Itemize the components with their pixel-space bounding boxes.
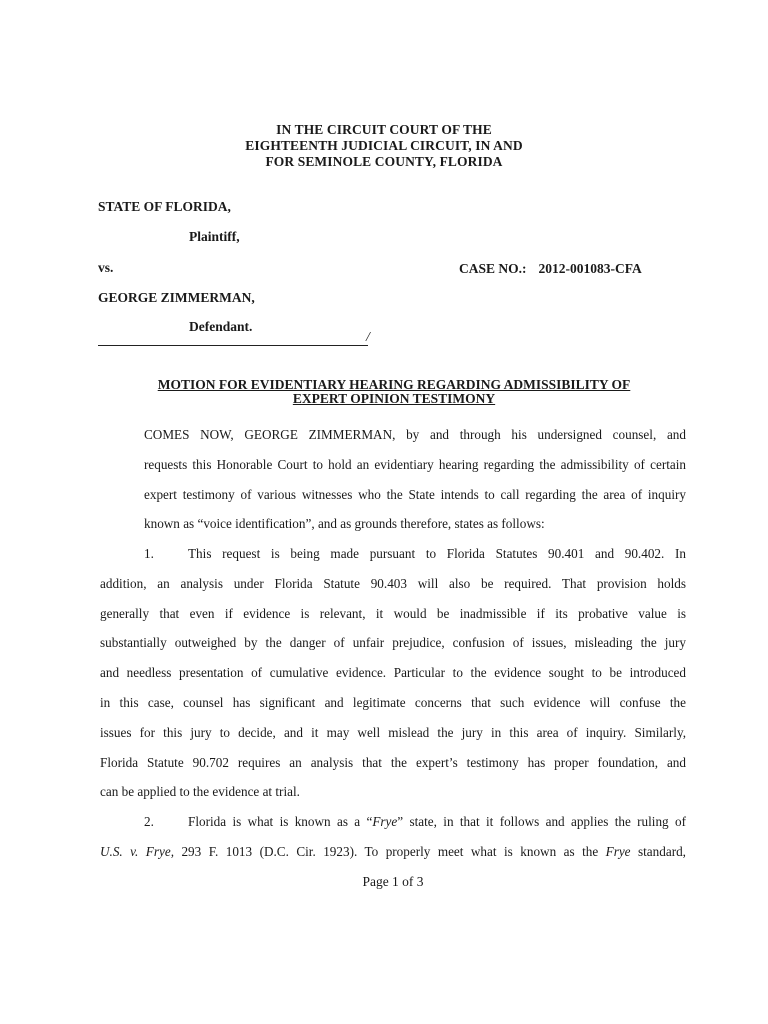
paragraph-1-line-8: Florida Statute 90.702 requires an analysis that the expert’s testimony has proper foundation, and — [100, 754, 686, 770]
motion-title — [0, 378, 768, 406]
court-heading-line-2: EIGHTEENTH JUDICIAL CIRCUIT, IN AND — [245, 138, 523, 153]
case-number-label: CASE NO.: — [459, 261, 527, 276]
paragraph-1 — [100, 539, 686, 807]
paragraph-1-line-4: substantially outweighed by the danger of unfair prejudice, confusion of issues, misleading the jury — [100, 635, 686, 651]
paragraph-2-text-b: ” state, in that it follows and applies the ruling of — [397, 814, 686, 829]
intro-paragraph-line-4: known as “voice identification”, and as grounds therefore, states as follows: — [144, 516, 545, 532]
paragraph-1-line-1 — [100, 539, 686, 569]
paragraph-1-line-7: issues for this jury to decide, and it may well mislead the jury in this area of inquiry. Similarly, — [100, 724, 686, 740]
court-heading-line-3: FOR SEMINOLE COUNTY, FLORIDA — [265, 154, 503, 169]
defendant-role: Defendant. — [189, 319, 253, 334]
paragraph-2-line-2 — [100, 837, 686, 867]
case-number-block — [459, 261, 642, 277]
intro-paragraph-line-2: requests this Honorable Court to hold an evidentiary hearing regarding the admissibility of certain — [144, 456, 686, 472]
frye-standard-italic: Frye — [605, 843, 631, 859]
paragraph-1-line-9: can be applied to the evidence at trial. — [100, 784, 300, 800]
motion-title-line-1: MOTION FOR EVIDENTIARY HEARING REGARDING ADMISSIBILITY OF — [157, 377, 631, 392]
paragraph-2-text-d: standard, — [630, 843, 686, 859]
plaintiff-role: Plaintiff, — [189, 229, 240, 244]
paragraph-1-line-text: This request is being made pursuant to Florida Statutes 90.401 and 90.402. In — [188, 546, 686, 561]
paragraph-2-line-1 — [100, 807, 686, 837]
motion-title-line-2: EXPERT OPINION TESTIMONY — [292, 391, 496, 406]
intro-paragraph-line-3: expert testimony of various witnesses who the State intends to call regarding the area of inquiry — [144, 486, 686, 502]
court-heading-line-1: IN THE CIRCUIT COURT OF THE — [276, 122, 492, 137]
page-number: Page 1 of 3 — [362, 874, 424, 889]
paragraph-2 — [100, 807, 686, 867]
paragraph-2-text-a: Florida is what is known as a “ — [188, 814, 373, 829]
paragraph-2-number: 2. — [144, 814, 154, 829]
case-number-value: 2012-001083-CFA — [538, 261, 642, 276]
paragraph-1-line-2: addition, an analysis under Florida Statute 90.403 will also be required. That provision holds — [100, 575, 686, 591]
caption-divider — [98, 345, 368, 346]
paragraph-1-line-5: and needless presentation of cumulative evidence. Particular to the evidence sought to be introduced — [100, 665, 686, 681]
paragraph-2-text-c: 293 F. 1013 (D.C. Cir. 1923). To properly meet what is known as the — [174, 843, 606, 859]
versus-label: vs. — [98, 260, 114, 275]
intro-paragraph-line-1: COMES NOW, GEORGE ZIMMERMAN, by and through his undersigned counsel, and — [144, 427, 686, 442]
frye-italic: Frye — [372, 814, 398, 829]
paragraph-1-number: 1. — [144, 546, 154, 561]
defendant-name: GEORGE ZIMMERMAN, — [98, 290, 255, 305]
intro-paragraph — [100, 420, 686, 539]
plaintiff-name: STATE OF FLORIDA, — [98, 199, 231, 214]
caption-slash: / — [366, 330, 370, 345]
paragraph-1-line-3: generally that even if evidence is relevant, it would be inadmissible if its probative value is — [100, 605, 686, 621]
court-heading — [0, 122, 768, 170]
paragraph-1-line-6: in this case, counsel has significant and legitimate concerns that such evidence will confuse the — [100, 694, 686, 710]
case-citation-italic: U.S. v. Frye, — [100, 843, 174, 859]
